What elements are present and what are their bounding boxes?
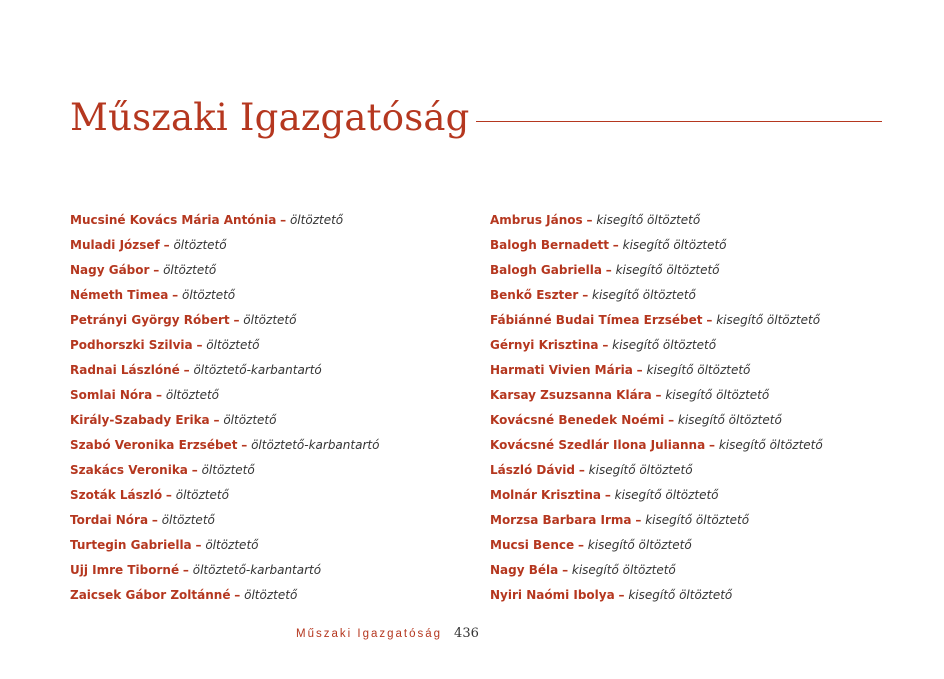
staff-role: kisegítő öltöztető (615, 263, 720, 277)
staff-name: Király-Szabady Erika (70, 413, 210, 427)
page-footer (296, 626, 479, 641)
staff-name: Kovácsné Szedlár Ilona Julianna (490, 438, 706, 452)
staff-entry (490, 385, 823, 410)
staff-name: Mucsiné Kovács Mária Antónia (70, 213, 277, 227)
staff-entry (70, 535, 379, 560)
staff-role: kisegítő öltöztető (628, 588, 733, 602)
page-number: 436 (454, 626, 479, 641)
separator: – (577, 538, 584, 552)
staff-name: Morzsa Barbara Irma (490, 513, 632, 527)
staff-entry (490, 585, 823, 610)
separator: – (183, 363, 190, 377)
staff-name: Podhorszki Szilvia (70, 338, 193, 352)
staff-name: Harmati Vivien Mária (490, 363, 633, 377)
staff-entry (490, 485, 823, 510)
staff-entry (70, 485, 379, 510)
staff-name: Mucsi Bence (490, 538, 575, 552)
staff-name: Nyiri Naómi Ibolya (490, 588, 615, 602)
staff-role: kisegítő öltöztető (677, 413, 782, 427)
separator: – (163, 238, 170, 252)
staff-name: László Dávid (490, 463, 575, 477)
staff-role: öltöztető (223, 413, 277, 427)
separator: – (182, 563, 189, 577)
staff-name: Zaicsek Gábor Zoltánné (70, 588, 231, 602)
staff-role: öltöztető (181, 288, 236, 302)
staff-entry (70, 435, 379, 460)
separator: – (196, 338, 203, 352)
staff-entry (490, 435, 823, 460)
staff-list-right (490, 210, 823, 610)
staff-name: Tordai Nóra (70, 513, 149, 527)
staff-name: Ujj Imre Tiborné (70, 563, 180, 577)
staff-entry (70, 285, 379, 310)
staff-entry (70, 310, 379, 335)
staff-entry (70, 585, 379, 610)
staff-role: kisegítő öltöztető (645, 513, 750, 527)
separator: – (151, 513, 158, 527)
staff-entry (490, 335, 823, 360)
separator: – (156, 388, 163, 402)
staff-entry (490, 560, 823, 585)
staff-entry (70, 410, 379, 435)
staff-role: kisegítő öltöztető (716, 313, 821, 327)
staff-name: Nagy Gábor (70, 263, 150, 277)
staff-role: kisegítő öltöztető (588, 463, 693, 477)
separator: – (234, 588, 241, 602)
staff-entry (490, 210, 823, 235)
staff-entry (70, 235, 379, 260)
separator: – (153, 263, 160, 277)
staff-name: Petrányi György Róbert (70, 313, 230, 327)
separator: – (635, 513, 642, 527)
separator: – (605, 263, 612, 277)
staff-role: öltöztető (206, 338, 260, 352)
title-rule (476, 121, 882, 122)
staff-entry (490, 235, 823, 260)
staff-name: Muladi József (70, 238, 160, 252)
staff-role: öltöztető (173, 238, 227, 252)
staff-name: Radnai Lászlóné (70, 363, 180, 377)
separator: – (602, 338, 609, 352)
staff-role: öltöztető (201, 463, 255, 477)
staff-entry (70, 560, 379, 585)
staff-entry (490, 310, 823, 335)
staff-name: Benkő Eszter (490, 288, 579, 302)
staff-role: öltöztető (163, 263, 217, 277)
staff-role: kisegítő öltöztető (646, 363, 751, 377)
staff-role: kisegítő öltöztető (571, 563, 676, 577)
staff-entry (490, 535, 823, 560)
staff-role: kisegítő öltöztető (587, 538, 692, 552)
page-header (70, 86, 882, 139)
separator: – (233, 313, 240, 327)
staff-entry (70, 385, 379, 410)
staff-role: öltöztető (175, 488, 229, 502)
separator: – (586, 213, 593, 227)
staff-entry (70, 510, 379, 535)
staff-role: kisegítő öltöztető (622, 238, 727, 252)
staff-role: öltöztető-karbantartó (251, 438, 380, 452)
staff-role: kisegítő öltöztető (612, 338, 717, 352)
separator: – (562, 563, 569, 577)
staff-name: Kovácsné Benedek Noémi (490, 413, 665, 427)
separator: – (280, 213, 287, 227)
staff-role: öltöztető (161, 513, 215, 527)
separator: – (604, 488, 611, 502)
separator: – (612, 238, 619, 252)
staff-name: Turtegin Gabriella (70, 538, 192, 552)
separator: – (618, 588, 625, 602)
staff-name: Molnár Krisztina (490, 488, 601, 502)
staff-name: Nagy Béla (490, 563, 559, 577)
staff-list-left (70, 210, 379, 610)
separator: – (668, 413, 675, 427)
staff-role: öltöztető (205, 538, 259, 552)
staff-entry (490, 260, 823, 285)
staff-role: öltöztető-karbantartó (192, 563, 322, 577)
staff-name: Németh Timea (70, 288, 169, 302)
staff-name: Ambrus János (490, 213, 583, 227)
separator: – (636, 363, 643, 377)
staff-name: Somlai Nóra (70, 388, 153, 402)
staff-role: öltöztető-karbantartó (193, 363, 322, 377)
staff-entry (70, 260, 379, 285)
staff-name: Szoták László (70, 488, 163, 502)
page-title: Műszaki Igazgatóság (70, 96, 470, 139)
separator: – (582, 288, 589, 302)
staff-entry (490, 360, 823, 385)
staff-role: kisegítő öltöztető (592, 288, 696, 302)
staff-entry (70, 210, 379, 235)
staff-role: kisegítő öltöztető (718, 438, 823, 452)
staff-role: kisegítő öltöztető (596, 213, 701, 227)
separator: – (706, 313, 713, 327)
staff-entry (490, 460, 823, 485)
separator: – (709, 438, 716, 452)
staff-entry (70, 460, 379, 485)
separator: – (191, 463, 198, 477)
staff-name: Karsay Zsuzsanna Klára (490, 388, 652, 402)
separator: – (165, 488, 172, 502)
staff-entry (490, 285, 823, 310)
staff-name: Gérnyi Krisztina (490, 338, 599, 352)
staff-role: öltöztető (165, 388, 220, 402)
staff-entry (70, 335, 379, 360)
staff-entry (490, 510, 823, 535)
staff-name: Fábiánné Budai Tímea Erzsébet (490, 313, 703, 327)
staff-name: Balogh Bernadett (490, 238, 609, 252)
footer-section-title: Műszaki Igazgatóság (296, 628, 443, 640)
separator: – (655, 388, 662, 402)
separator: – (578, 463, 585, 477)
staff-name: Szakács Veronika (70, 463, 188, 477)
staff-name: Szabó Veronika Erzsébet (70, 438, 238, 452)
staff-role: kisegítő öltöztető (665, 388, 770, 402)
separator: – (195, 538, 202, 552)
staff-role: öltöztető (289, 213, 344, 227)
separator: – (172, 288, 179, 302)
separator: – (213, 413, 220, 427)
staff-name: Balogh Gabriella (490, 263, 602, 277)
staff-entry (490, 410, 823, 435)
separator: – (241, 438, 248, 452)
staff-role: öltöztető (243, 313, 297, 327)
staff-role: kisegítő öltöztető (614, 488, 719, 502)
staff-role: öltöztető (244, 588, 298, 602)
staff-entry (70, 360, 379, 385)
